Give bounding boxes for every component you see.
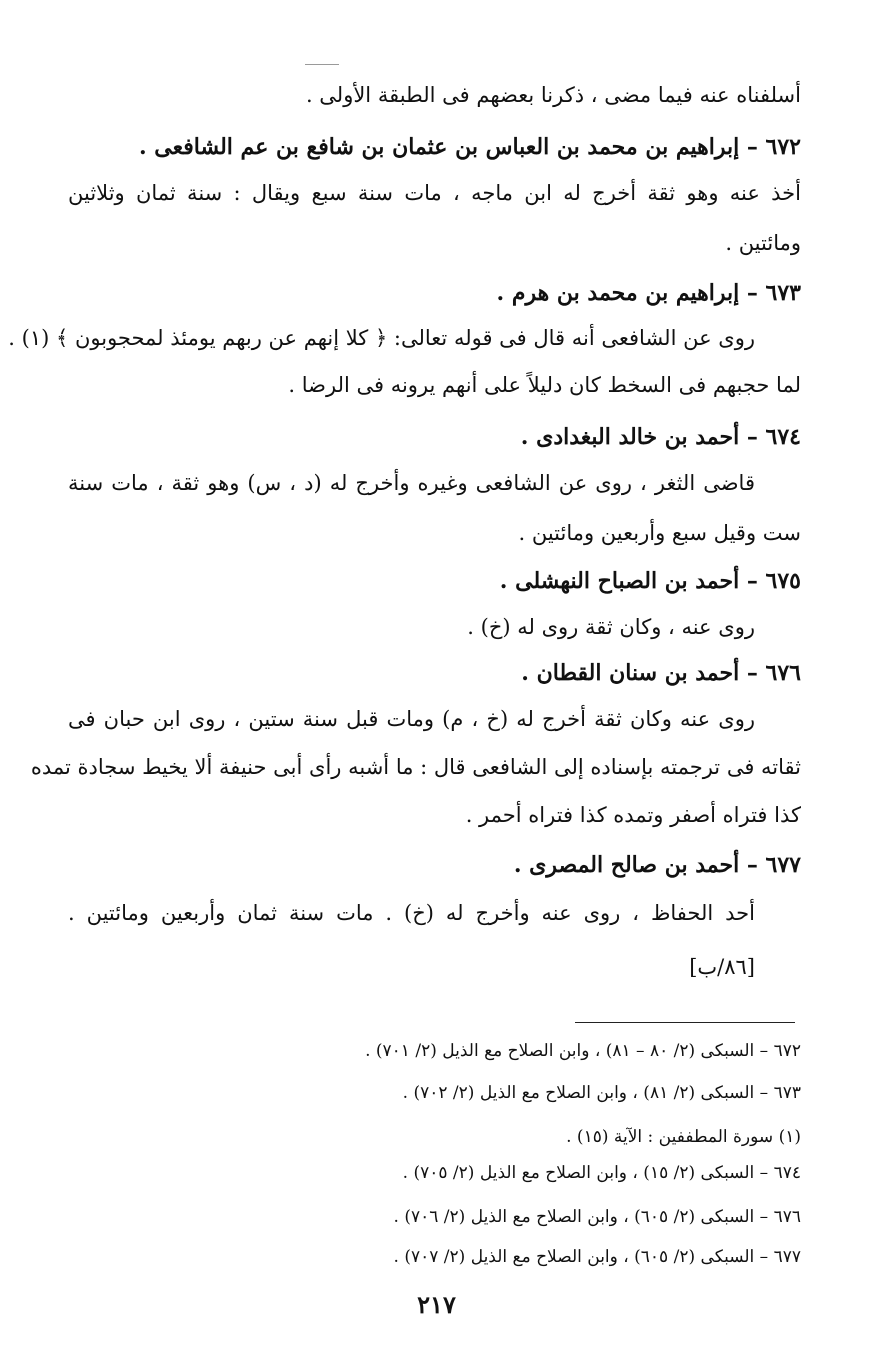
text-line: ست وقيل سبع وأربعين ومائتين . bbox=[518, 521, 801, 545]
quran-quote-line: روى عن الشافعى أنه قال فى قوله تعالى: ﴿ كلا إنهم عن ربهم يومئذ لمحجوبون ﴾ (١) . bbox=[8, 326, 755, 350]
text-line: أحد الحفاظ ، روى عنه وأخرج له (خ) . مات سنة ثمان وأربعين ومائتين . bbox=[68, 901, 755, 925]
entry-heading-676: ٦٧٦ – أحمد بن سنان القطان . bbox=[521, 660, 801, 686]
footnote: ٦٧٢ – السبكى (٢/ ٨٠ – ٨١) ، وابن الصلاح مع الذيل (٢/ ٧٠١) . bbox=[365, 1041, 801, 1061]
footnote: ٦٧٤ – السبكى (٢/ ١٥) ، وابن الصلاح مع الذيل (٢/ ٧٠٥) . bbox=[402, 1163, 801, 1183]
scan-mark bbox=[305, 64, 339, 65]
text-line: روى عنه ، وكان ثقة روى له (خ) . bbox=[467, 615, 755, 639]
text-line: أخذ عنه وهو ثقة أخرج له ابن ماجه ، مات سنة سبع ويقال : سنة ثمان وثلاثين bbox=[68, 181, 801, 205]
text-line: قاضى الثغر ، روى عن الشافعى وغيره وأخرج له (د ، س) وهو ثقة ، مات سنة bbox=[68, 471, 755, 495]
entry-heading-675: ٦٧٥ – أحمد بن الصباح النهشلى . bbox=[499, 568, 801, 594]
text-line: كذا فتراه أصفر وتمده كذا فتراه أحمر . bbox=[465, 803, 801, 827]
text-line: لما حجبهم فى السخط كان دليلاً على أنهم يرونه فى الرضا . bbox=[288, 373, 801, 397]
footnote-separator bbox=[575, 1022, 795, 1023]
text-line: أسلفناه عنه فيما مضى ، ذكرنا بعضهم فى الطبقة الأولى . bbox=[305, 83, 801, 107]
text-line: ومائتين . bbox=[725, 231, 801, 255]
page-number: ٢١٧ bbox=[417, 1290, 456, 1319]
entry-heading-673: ٦٧٣ – إبراهيم بن محمد بن هرم . bbox=[496, 280, 801, 306]
footnote: (١) سورة المطففين : الآية (١٥) . bbox=[566, 1127, 801, 1147]
entry-heading-677: ٦٧٧ – أحمد بن صالح المصرى . bbox=[513, 852, 801, 878]
text-line: روى عنه وكان ثقة أخرج له (خ ، م) ومات قبل سنة ستين ، روى ابن حبان فى bbox=[68, 707, 755, 731]
footnote: ٦٧٣ – السبكى (٢/ ٨١) ، وابن الصلاح مع الذيل (٢/ ٧٠٢) . bbox=[402, 1083, 801, 1103]
footnote: ٦٧٧ – السبكى (٢/ ٦٠٥) ، وابن الصلاح مع الذيل (٢/ ٧٠٧) . bbox=[393, 1247, 801, 1267]
entry-heading-674: ٦٧٤ – أحمد بن خالد البغدادى . bbox=[520, 424, 801, 450]
entry-heading-672: ٦٧٢ – إبراهيم بن محمد بن العباس بن عثمان بن شافع بن عم الشافعى . bbox=[138, 134, 801, 160]
folio-marker: [٨٦/ب] bbox=[689, 955, 755, 979]
footnote: ٦٧٦ – السبكى (٢/ ٦٠٥) ، وابن الصلاح مع الذيل (٢/ ٧٠٦) . bbox=[393, 1207, 801, 1227]
text-line: ثقاته فى ترجمته بإسناده إلى الشافعى قال : ما أشبه رأى أبى حنيفة ألا يخيط سجادة تمده bbox=[30, 755, 801, 779]
